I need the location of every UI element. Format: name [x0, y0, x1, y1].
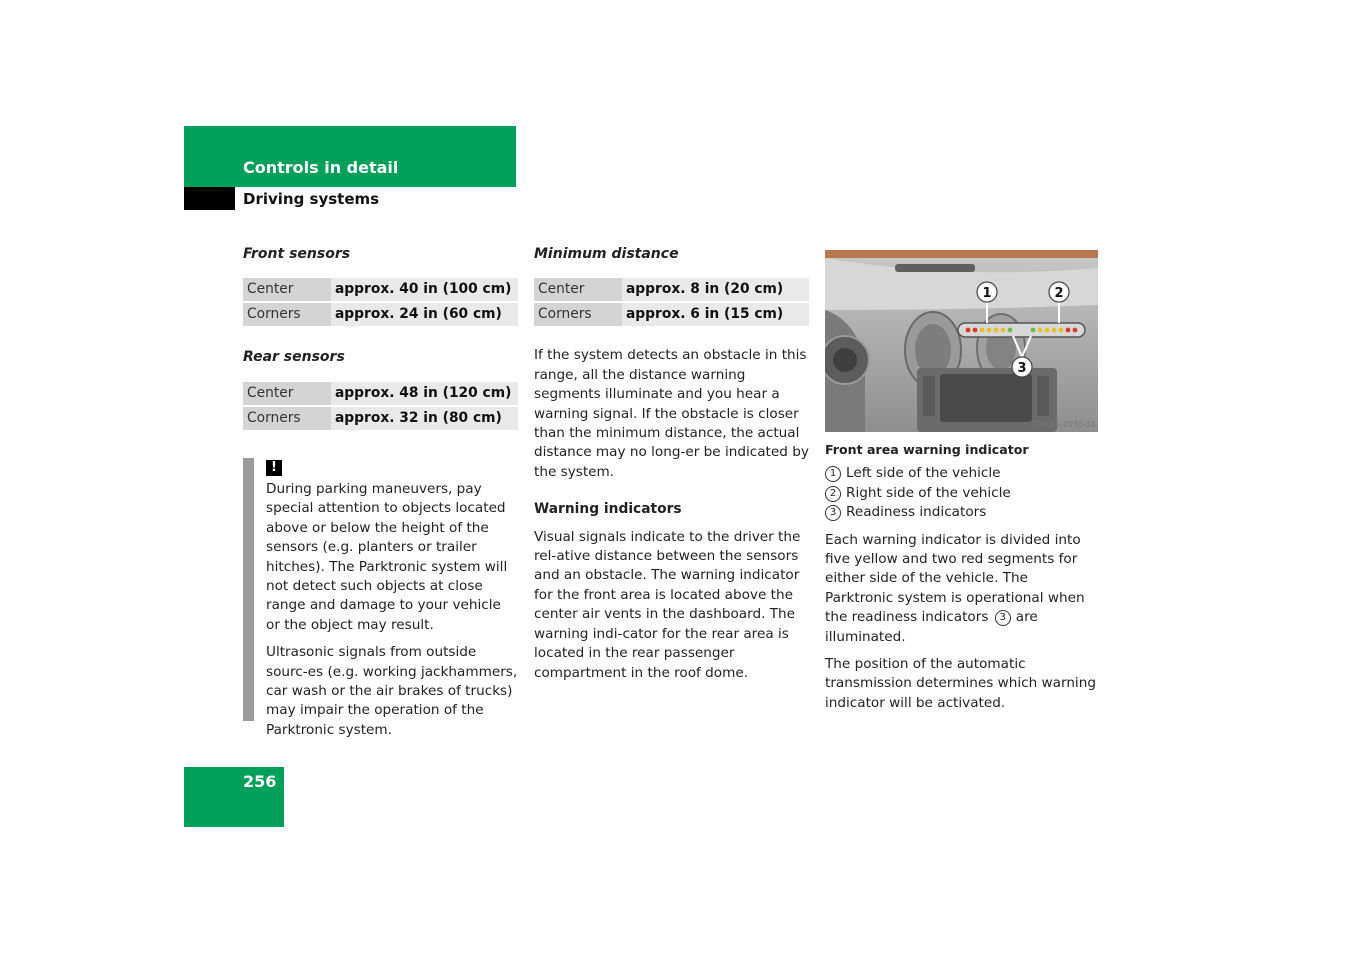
- table-cell-label: Center: [243, 382, 331, 405]
- warning-indicators-heading: Warning indicators: [534, 501, 682, 518]
- note-paragraph: During parking maneuvers, pay special attention to objects located above or below the height of the sensors (e.g. planters or trailer hitches). The Parktronic system will not detect such objects at close range and damage to your vehicle or the object may result.: [266, 481, 508, 633]
- table-row: [534, 278, 809, 301]
- number-badge: 1: [825, 466, 841, 482]
- legend-item: [825, 464, 1100, 483]
- table-row: [243, 382, 518, 405]
- table-row: [243, 407, 518, 430]
- figure-callout-3: 3: [1017, 361, 1027, 376]
- table-cell-label: Corners: [534, 303, 622, 326]
- table-cell-value: approx. 40 in (100 cm): [331, 278, 518, 301]
- figure-code: P54.65-2030-31: [1031, 420, 1096, 429]
- note-paragraph: Ultrasonic signals from outside sourc-es (e.g. working jackhammers, car wash or the air brakes of trucks) may impair the operation of the Parktronic system.: [266, 644, 518, 738]
- column-right: [825, 440, 1100, 721]
- table-row: [243, 303, 518, 326]
- legend-item: [825, 503, 1100, 522]
- figure-callout-2: 2: [1054, 286, 1064, 301]
- column-left: [243, 245, 518, 432]
- table-cell-value: approx. 6 in (15 cm): [622, 303, 809, 326]
- note-body: [266, 458, 518, 748]
- front-sensors-heading: Front sensors: [243, 246, 351, 262]
- rear-sensors-heading: Rear sensors: [243, 349, 345, 366]
- warning-indicators-text: Visual signals indicate to the driver the rel-ative distance between the sensors and an obstacle. The warning indicator for the front area is located above the center air vents in the dashboard. The warning indi-cator for the rear area is located in the rear passenger compartment in the roof dome.: [534, 528, 801, 681]
- table-row: [243, 278, 518, 301]
- table-cell-label: Center: [534, 278, 622, 301]
- number-badge: 3: [995, 610, 1011, 626]
- page-number: 256: [243, 772, 277, 791]
- legend-text: Left side of the vehicle: [846, 465, 1001, 482]
- legend-item: [825, 484, 1100, 503]
- table-cell-label: Center: [243, 278, 331, 301]
- transmission-paragraph: The position of the automatic transmission determines which warning indicator will be activated.: [825, 656, 1096, 711]
- front-sensors-table: [243, 276, 518, 328]
- caution-note: [243, 458, 518, 738]
- table-cell-value: approx. 32 in (80 cm): [331, 407, 518, 430]
- segments-paragraph: [825, 531, 1100, 647]
- figure-callout-1: 1: [982, 286, 992, 301]
- segments-text: Each warning indicator is divided into five yellow and two red segments for either side of the vehicle. The Parktronic system is operational when the readiness indicators: [825, 531, 1085, 626]
- column-middle: [534, 245, 809, 691]
- section-title: Controls in detail: [243, 158, 399, 177]
- legend-text: Right side of the vehicle: [846, 484, 1011, 501]
- subsection-marker: [184, 187, 235, 210]
- minimum-distance-table: [534, 276, 809, 328]
- number-badge: 2: [825, 486, 841, 502]
- table-cell-value: approx. 24 in (60 cm): [331, 303, 518, 326]
- dashboard-photo: [825, 250, 1098, 432]
- table-cell-value: approx. 48 in (120 cm): [331, 382, 518, 405]
- table-cell-value: approx. 8 in (20 cm): [622, 278, 809, 301]
- table-cell-label: Corners: [243, 407, 331, 430]
- table-cell-label: Corners: [243, 303, 331, 326]
- subsection-title: Driving systems: [243, 190, 380, 208]
- segments-text-end: are illuminated.: [825, 609, 1038, 645]
- figure-caption: Front area warning indicator: [825, 442, 1029, 457]
- exclamation-icon: !: [266, 460, 282, 476]
- minimum-distance-heading: Minimum distance: [534, 246, 679, 262]
- table-row: [534, 303, 809, 326]
- minimum-distance-text: If the system detects an obstacle in this range, all the distance warning segments illuminate and you hear a warning signal. If the obstacle is closer than the minimum distance, the actual distance may no long-er be indicated by the system.: [534, 347, 809, 480]
- legend-text: Readiness indicators: [846, 504, 987, 521]
- section-header-bar: [184, 126, 516, 187]
- note-side-bar: [243, 458, 254, 721]
- rear-sensors-table: [243, 380, 518, 432]
- number-badge: 3: [825, 505, 841, 521]
